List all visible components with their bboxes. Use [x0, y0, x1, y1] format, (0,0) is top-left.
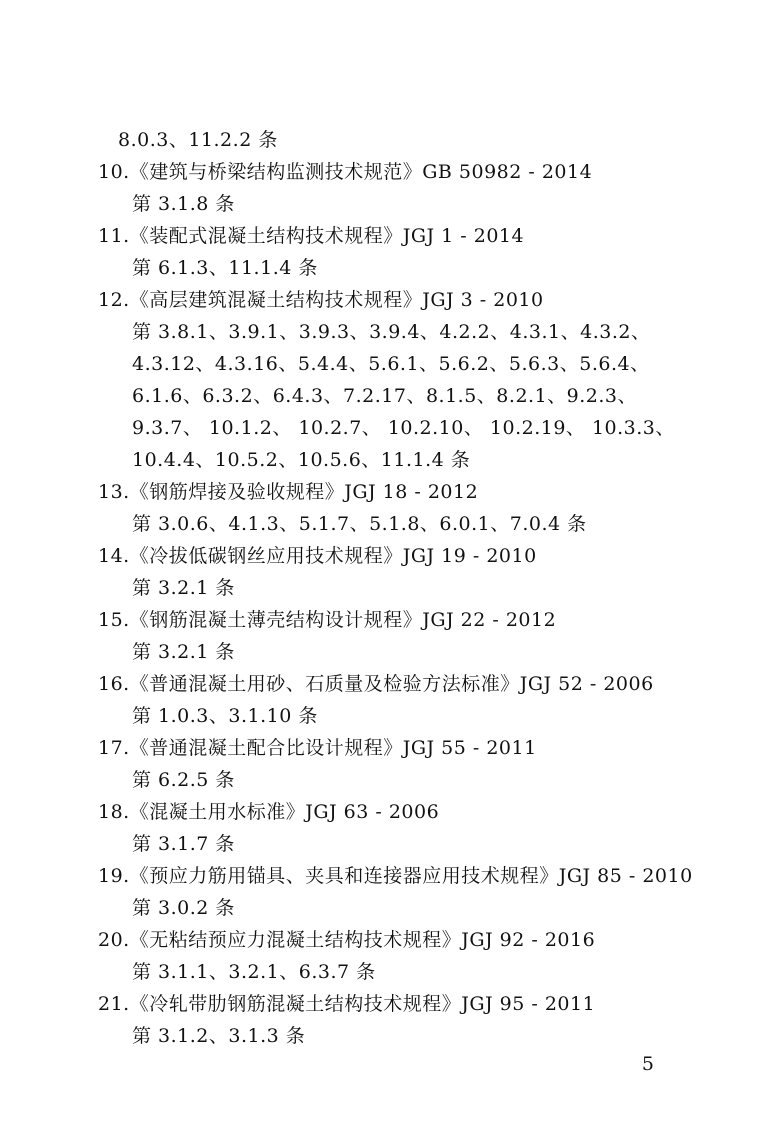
text-line: 第 3.8.1、3.9.1、3.9.3、3.9.4、4.2.2、4.3.1、4.3.2、	[132, 321, 651, 343]
text-line: 第 1.0.3、3.1.10 条	[132, 705, 318, 727]
reference-entry: 10.《建筑与桥梁结构监测技术规范》GB 50982 - 2014	[98, 161, 593, 183]
text-line: 8.0.3、11.2.2 条	[118, 129, 278, 151]
text-line: 第 3.2.1 条	[132, 577, 235, 599]
text-line: 第 3.1.2、3.1.3 条	[132, 1025, 306, 1047]
text-line: 10.4.4、10.5.2、10.5.6、11.1.4 条	[132, 449, 471, 471]
text-line: 第 3.1.1、3.2.1、6.3.7 条	[132, 961, 376, 983]
text-line: 第 3.0.6、4.1.3、5.1.7、5.1.8、6.0.1、7.0.4 条	[132, 513, 587, 535]
text-line: 第 3.2.1 条	[132, 641, 235, 663]
text-line: 4.3.12、4.3.16、5.4.4、5.6.1、5.6.2、5.6.3、5.6.4、	[132, 353, 650, 375]
text-line: 6.1.6、6.3.2、6.4.3、7.2.17、8.1.5、8.2.1、9.2.3、	[132, 385, 637, 407]
reference-entry: 18.《混凝土用水标准》JGJ 63 - 2006	[98, 801, 440, 823]
text-line: 第 6.2.5 条	[132, 769, 235, 791]
reference-entry: 16.《普通混凝土用砂、石质量及检验方法标准》JGJ 52 - 2006	[98, 673, 654, 695]
page-number: 5	[641, 1053, 654, 1075]
reference-entry: 19.《预应力筋用锚具、夹具和连接器应用技术规程》JGJ 85 - 2010	[98, 865, 693, 887]
text-line: 第 3.0.2 条	[132, 897, 235, 919]
reference-entry: 12.《高层建筑混凝土结构技术规程》JGJ 3 - 2010	[98, 289, 544, 311]
reference-entry: 11.《装配式混凝土结构技术规程》JGJ 1 - 2014	[98, 225, 525, 247]
text-line: 第 6.1.3、11.1.4 条	[132, 257, 318, 279]
text-line: 第 3.1.8 条	[132, 193, 235, 215]
reference-entry: 17.《普通混凝土配合比设计规程》JGJ 55 - 2011	[98, 737, 537, 759]
text-line: 第 3.1.7 条	[132, 833, 235, 855]
reference-entry: 13.《钢筋焊接及验收规程》JGJ 18 - 2012	[98, 481, 479, 503]
reference-entry: 14.《冷拔低碳钢丝应用技术规程》JGJ 19 - 2010	[98, 545, 537, 567]
reference-entry: 20.《无粘结预应力混凝土结构技术规程》JGJ 92 - 2016	[98, 929, 596, 951]
reference-entry: 21.《冷轧带肋钢筋混凝土结构技术规程》JGJ 95 - 2011	[98, 993, 596, 1015]
text-line: 9.3.7、 10.1.2、 10.2.7、 10.2.10、 10.2.19、 10.3.3、	[132, 417, 675, 439]
reference-entry: 15.《钢筋混凝土薄壳结构设计规程》JGJ 22 - 2012	[98, 609, 557, 631]
